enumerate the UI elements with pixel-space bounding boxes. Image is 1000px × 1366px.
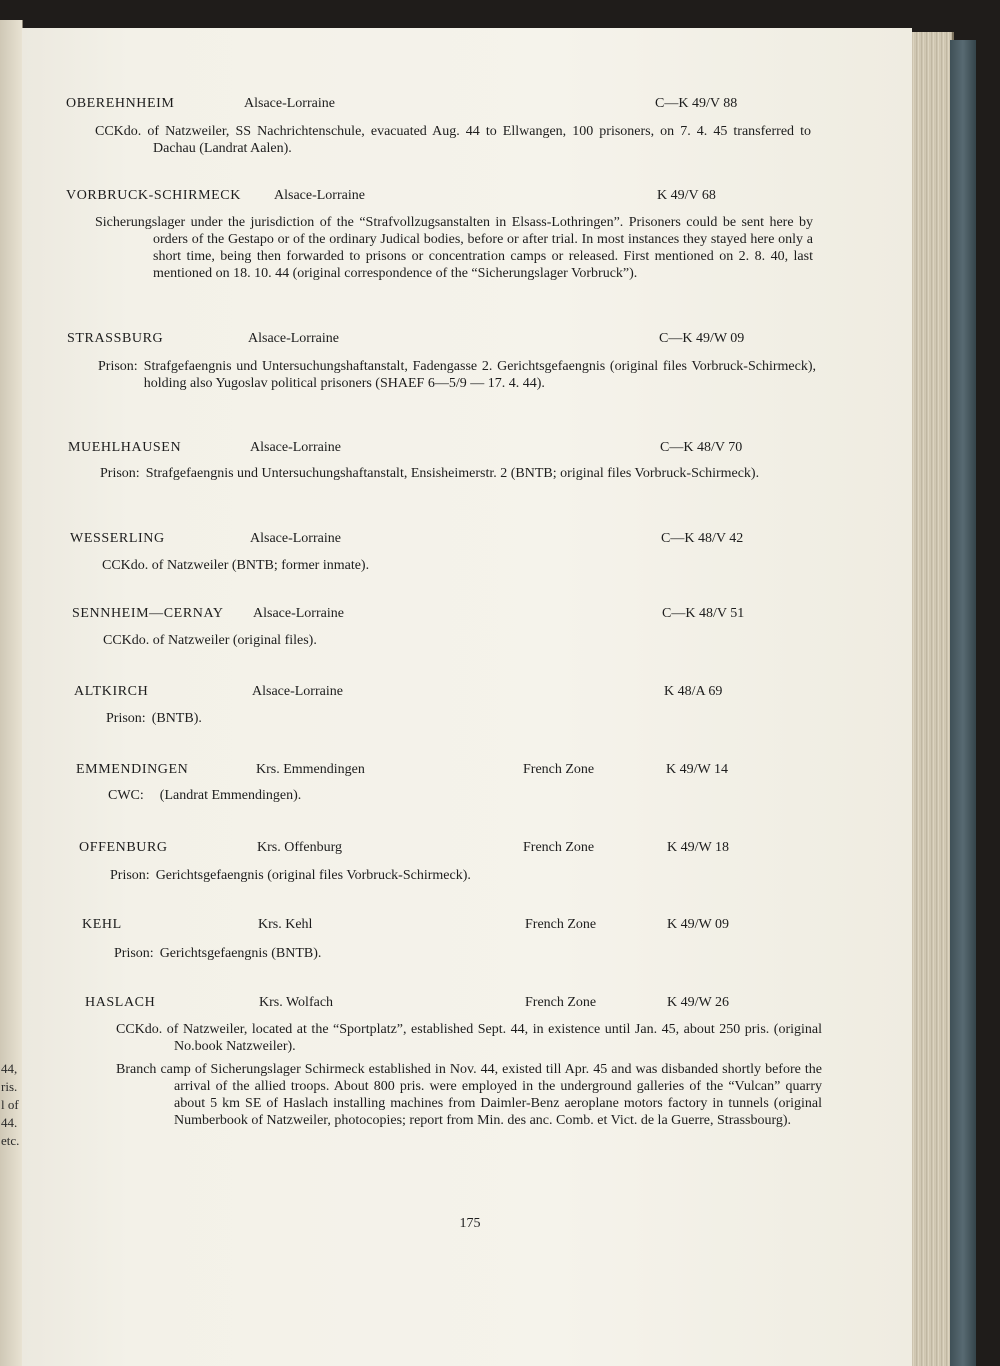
entry-label: Prison: <box>110 868 150 883</box>
region: Alsace-Lorraine <box>252 684 343 699</box>
entry-muehlhausen <box>22 440 912 481</box>
entry-sennheim-cernay <box>22 606 912 648</box>
entry-paragraph: CCKdo. of Natzweiler (original files). <box>103 633 317 648</box>
entry-paragraph: Sicherungslager under the jurisdiction of the “Strafvollzugsanstalten in Elsass-Lothringen”. Prisoners could be sent here by orders of the Gestapo or of the ordinary Judical bodies, before or after trial. In most instances they stayed here only a short time, being then forwarded to prisons or concentration camps or released. First mentioned on 2. 8. 40, last mentioned on 18. 10. 44 (original correspondence of the “Sicherungslager Vorbruck”). <box>95 215 813 281</box>
region: Alsace-Lorraine <box>250 531 341 546</box>
entry-header <box>22 440 912 460</box>
adjacent-page-fragment: 44. <box>1 1115 18 1130</box>
entry-wesserling <box>22 531 912 573</box>
entry-label: CWC: <box>108 788 144 803</box>
adjacent-page-fragment: 44, <box>1 1061 18 1076</box>
entry-haslach <box>22 995 912 1128</box>
entry-paragraph: CCKdo. of Natzweiler, SS Nachrichtenschule, evacuated Aug. 44 to Ellwangen, 100 prisoners, on 7. 4. 45 transferred to Dachau (Landrat Aalen). <box>95 124 811 156</box>
place-name: HASLACH <box>85 995 156 1010</box>
region: Alsace-Lorraine <box>274 188 365 203</box>
entry-text: (BNTB). <box>151 711 202 726</box>
zone: French Zone <box>525 995 597 1010</box>
place-name: VORBRUCK-SCHIRMECK <box>66 188 241 203</box>
entry-body <box>103 632 815 655</box>
entry-emmendingen <box>22 762 912 803</box>
entry-body <box>100 465 817 482</box>
entry-oberehnheim <box>22 96 912 156</box>
map-code: C—K 48/V 70 <box>660 440 743 455</box>
book-page <box>22 28 912 1366</box>
adjacent-page-fragment: etc. <box>1 1133 20 1148</box>
book-cover <box>950 40 976 1366</box>
zone: French Zone <box>525 917 597 932</box>
entry-label: Prison: <box>100 466 140 481</box>
entry-text: (Landrat Emmendingen). <box>159 788 302 803</box>
entry-header <box>22 96 912 116</box>
region: Krs. Emmendingen <box>256 762 365 777</box>
entry-header <box>22 917 912 937</box>
entry-label: Prison: <box>98 359 138 374</box>
map-code: K 49/V 68 <box>657 188 716 203</box>
region: Krs. Kehl <box>258 917 313 932</box>
entry-body <box>95 214 813 288</box>
place-name: KEHL <box>82 917 122 932</box>
entry-text: Strafgefaengnis und Untersuchungshaftanstalt, Fadengasse 2. Gerichtsgefaengnis (original files Vorbruck-Schirmeck), holding also Yugoslav political prisoners (SHAEF 6—5/9 — 17. 4. 44). <box>143 359 816 391</box>
entry-body <box>95 123 811 163</box>
entry-label: Prison: <box>106 711 146 726</box>
page-number: 175 <box>459 1216 481 1231</box>
entry-body <box>102 557 814 580</box>
zone: French Zone <box>523 840 595 855</box>
map-code: C—K 48/V 51 <box>662 606 745 621</box>
entry-header <box>22 684 912 704</box>
map-code: C—K 49/W 09 <box>659 331 745 346</box>
entry-paragraph: Branch camp of Sicherungslager Schirmeck established in Nov. 44, existed till Apr. 45 and was disbanded shortly before the arrival of the allied troops. About 800 pris. were employed in the underground galleries of the “Vulcan” quarry about 5 km SE of Haslach installing machines from Daimler-Benz aeroplane motors factory in tunnels (original Numberbook of Natzweiler, photocopies; report from Min. des anc. Comb. et Vict. de la Guerre, Strassbourg). <box>116 1062 822 1128</box>
adjacent-page-fragment: l of <box>1 1097 19 1112</box>
entry-vorbruck-schirmeck <box>22 188 912 281</box>
region: Krs. Wolfach <box>259 995 334 1010</box>
entry-text: Gerichtsgefaengnis (BNTB). <box>159 946 322 961</box>
entry-header <box>22 188 912 208</box>
entry-body <box>98 358 816 392</box>
entry-kehl <box>22 917 912 961</box>
entry-text: Gerichtsgefaengnis (original files Vorbruck-Schirmeck). <box>155 868 471 883</box>
entry-offenburg <box>22 840 912 883</box>
place-name: MUEHLHAUSEN <box>68 440 182 455</box>
map-code: C—K 48/V 42 <box>661 531 744 546</box>
entry-strassburg <box>22 331 912 391</box>
page-content <box>22 28 912 1366</box>
entry-label: Prison: <box>114 946 154 961</box>
map-code: C—K 49/V 88 <box>655 96 738 111</box>
adjacent-page-fragment: ris. <box>1 1079 18 1094</box>
entry-header <box>22 840 912 860</box>
entry-body <box>108 787 816 804</box>
entry-header <box>22 331 912 351</box>
entry-header <box>22 995 912 1015</box>
map-code: K 49/W 26 <box>667 995 729 1010</box>
region: Alsace-Lorraine <box>250 440 341 455</box>
place-name: STRASSBURG <box>67 331 164 346</box>
entry-paragraph: CCKdo. of Natzweiler (BNTB; former inmate). <box>102 558 370 573</box>
map-code: K 49/W 18 <box>667 840 729 855</box>
region: Krs. Offenburg <box>257 840 343 855</box>
place-name: WESSERLING <box>70 531 165 546</box>
entry-header <box>22 531 912 551</box>
entry-paragraph: CCKdo. of Natzweiler, located at the “Sportplatz”, established Sept. 44, in existence until Jan. 45, about 250 pris. (original No.book Natzweiler). <box>116 1022 822 1054</box>
region: Alsace-Lorraine <box>248 331 339 346</box>
entry-body <box>110 867 816 884</box>
adjacent-page-edge <box>0 20 23 1366</box>
map-code: K 49/W 14 <box>666 762 728 777</box>
entry-altkirch <box>22 684 912 726</box>
entry-body <box>106 710 816 727</box>
place-name: OBEREHNHEIM <box>66 96 175 111</box>
region: Alsace-Lorraine <box>253 606 344 621</box>
entry-body <box>116 1021 822 1135</box>
place-name: OFFENBURG <box>79 840 168 855</box>
entry-header <box>22 606 912 626</box>
place-name: ALTKIRCH <box>74 684 149 699</box>
place-name: SENNHEIM—CERNAY <box>72 606 224 621</box>
zone: French Zone <box>523 762 595 777</box>
entry-header <box>22 762 912 782</box>
map-code: K 49/W 09 <box>667 917 729 932</box>
place-name: EMMENDINGEN <box>76 762 189 777</box>
entry-text: Strafgefaengnis und Untersuchungshaftanstalt, Ensisheimerstr. 2 (BNTB; original files Vorbruck-Schirmeck). <box>145 466 760 481</box>
entry-body <box>114 945 816 962</box>
region: Alsace-Lorraine <box>244 96 335 111</box>
map-code: K 48/A 69 <box>664 684 723 699</box>
